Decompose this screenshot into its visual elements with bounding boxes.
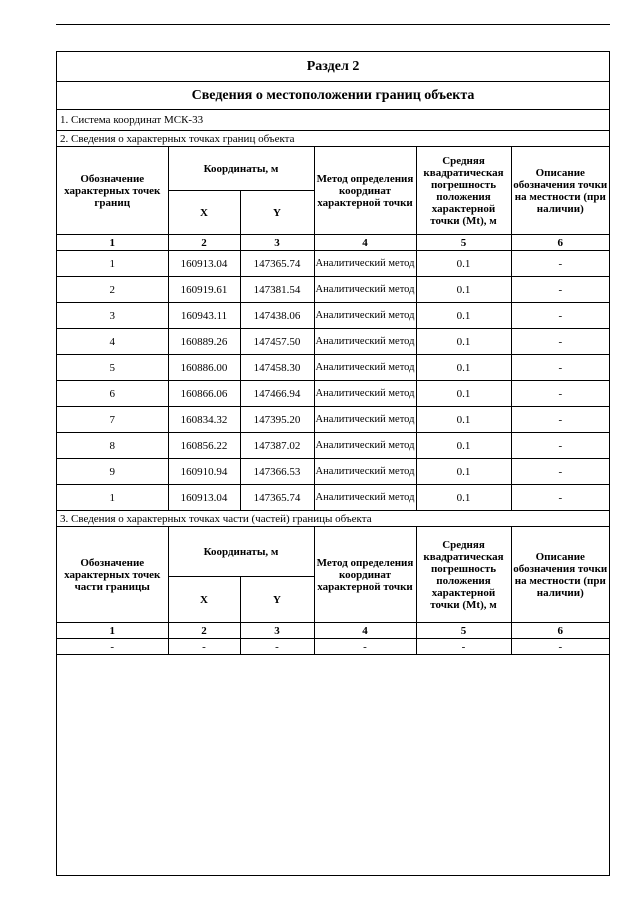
coord-x: 160919.61 xyxy=(168,277,240,303)
point-number: 7 xyxy=(57,407,168,433)
coord-x: 160856.22 xyxy=(168,433,240,459)
error-mt: 0.1 xyxy=(416,459,511,485)
part2-title-row xyxy=(57,131,609,147)
method: Аналитический метод xyxy=(314,355,416,381)
header-y: Y xyxy=(240,577,314,623)
table3-empty-row xyxy=(57,639,609,655)
coord-y: 147381.54 xyxy=(240,277,314,303)
coord-x: 160834.32 xyxy=(168,407,240,433)
table-cell: - xyxy=(314,639,416,655)
subtitle-row xyxy=(57,82,609,110)
coord-x: 160866.06 xyxy=(168,381,240,407)
colnum: 1 xyxy=(57,623,168,639)
description: - xyxy=(511,303,609,329)
point-number: 5 xyxy=(57,355,168,381)
header-description: Описание обозначения точки на местности (при наличии) xyxy=(511,527,609,623)
table-cell: - xyxy=(240,639,314,655)
table-row xyxy=(57,381,609,407)
section-title-row xyxy=(57,52,609,82)
error-mt: 0.1 xyxy=(416,433,511,459)
coord-y: 147466.94 xyxy=(240,381,314,407)
coord-y: 147387.02 xyxy=(240,433,314,459)
point-number: 8 xyxy=(57,433,168,459)
method: Аналитический метод xyxy=(314,381,416,407)
header-x: X xyxy=(168,577,240,623)
coord-system-row xyxy=(57,110,609,131)
point-number: 3 xyxy=(57,303,168,329)
error-mt: 0.1 xyxy=(416,277,511,303)
coord-y: 147366.53 xyxy=(240,459,314,485)
description: - xyxy=(511,329,609,355)
table-row xyxy=(57,329,609,355)
description: - xyxy=(511,433,609,459)
colnum: 4 xyxy=(314,623,416,639)
section-table xyxy=(57,52,609,655)
table2-colnum-row xyxy=(57,235,609,251)
table2-header-row xyxy=(57,147,609,191)
coord-y: 147365.74 xyxy=(240,485,314,511)
table-row xyxy=(57,277,609,303)
table-row xyxy=(57,303,609,329)
colnum: 2 xyxy=(168,235,240,251)
colnum: 2 xyxy=(168,623,240,639)
point-number: 9 xyxy=(57,459,168,485)
header-y: Y xyxy=(240,191,314,235)
coord-y: 147438.06 xyxy=(240,303,314,329)
description: - xyxy=(511,485,609,511)
table-row xyxy=(57,407,609,433)
header-method: Метод определения координат характерной точки xyxy=(314,527,416,623)
table-row xyxy=(57,251,609,277)
error-mt: 0.1 xyxy=(416,485,511,511)
table3-header-row xyxy=(57,527,609,577)
colnum: 3 xyxy=(240,235,314,251)
colnum: 5 xyxy=(416,623,511,639)
page-title: Сведения о местоположении границ объекта xyxy=(57,82,609,110)
error-mt: 0.1 xyxy=(416,303,511,329)
error-mt: 0.1 xyxy=(416,407,511,433)
table-row xyxy=(57,485,609,511)
colnum: 4 xyxy=(314,235,416,251)
table-row xyxy=(57,433,609,459)
header-designation: Обозначение характерных точек части границы xyxy=(57,527,168,623)
header-x: X xyxy=(168,191,240,235)
description: - xyxy=(511,381,609,407)
coord-x: 160943.11 xyxy=(168,303,240,329)
error-mt: 0.1 xyxy=(416,251,511,277)
table3-colnum-row xyxy=(57,623,609,639)
table-cell: - xyxy=(416,639,511,655)
top-rule xyxy=(56,24,610,25)
description: - xyxy=(511,251,609,277)
point-number: 2 xyxy=(57,277,168,303)
document-frame xyxy=(56,51,610,876)
coord-system-label: 1. Система координат МСК-33 xyxy=(57,110,609,131)
coord-y: 147457.50 xyxy=(240,329,314,355)
point-number: 4 xyxy=(57,329,168,355)
method: Аналитический метод xyxy=(314,251,416,277)
error-mt: 0.1 xyxy=(416,381,511,407)
header-error: Средняя квадратическая погрешность положения характерной точки (Mt), м xyxy=(416,527,511,623)
part2-title: 2. Сведения о характерных точках границ объекта xyxy=(57,131,609,147)
method: Аналитический метод xyxy=(314,459,416,485)
table-cell: - xyxy=(168,639,240,655)
point-number: 1 xyxy=(57,251,168,277)
description: - xyxy=(511,407,609,433)
error-mt: 0.1 xyxy=(416,329,511,355)
coord-x: 160910.94 xyxy=(168,459,240,485)
colnum: 6 xyxy=(511,623,609,639)
error-mt: 0.1 xyxy=(416,355,511,381)
colnum: 5 xyxy=(416,235,511,251)
coord-y: 147395.20 xyxy=(240,407,314,433)
part3-title: 3. Сведения о характерных точках части (частей) границы объекта xyxy=(57,511,609,527)
coord-y: 147365.74 xyxy=(240,251,314,277)
part3-title-row xyxy=(57,511,609,527)
coord-x: 160913.04 xyxy=(168,251,240,277)
method: Аналитический метод xyxy=(314,303,416,329)
method: Аналитический метод xyxy=(314,277,416,303)
description: - xyxy=(511,459,609,485)
method: Аналитический метод xyxy=(314,485,416,511)
section-title: Раздел 2 xyxy=(57,52,609,82)
table-row xyxy=(57,459,609,485)
description: - xyxy=(511,277,609,303)
method: Аналитический метод xyxy=(314,433,416,459)
header-coords: Координаты, м xyxy=(168,527,314,577)
colnum: 3 xyxy=(240,623,314,639)
coord-x: 160913.04 xyxy=(168,485,240,511)
header-error: Средняя квадратическая погрешность положения характерной точки (Mt), м xyxy=(416,147,511,235)
header-method: Метод определения координат характерной точки xyxy=(314,147,416,235)
header-coords: Координаты, м xyxy=(168,147,314,191)
colnum: 1 xyxy=(57,235,168,251)
description: - xyxy=(511,355,609,381)
coord-x: 160886.00 xyxy=(168,355,240,381)
table-cell: - xyxy=(57,639,168,655)
table-cell: - xyxy=(511,639,609,655)
method: Аналитический метод xyxy=(314,329,416,355)
point-number: 1 xyxy=(57,485,168,511)
coord-x: 160889.26 xyxy=(168,329,240,355)
point-number: 6 xyxy=(57,381,168,407)
table-row xyxy=(57,355,609,381)
header-designation: Обозначение характерных точек границ xyxy=(57,147,168,235)
colnum: 6 xyxy=(511,235,609,251)
method: Аналитический метод xyxy=(314,407,416,433)
coord-y: 147458.30 xyxy=(240,355,314,381)
header-description: Описание обозначения точки на местности (при наличии) xyxy=(511,147,609,235)
